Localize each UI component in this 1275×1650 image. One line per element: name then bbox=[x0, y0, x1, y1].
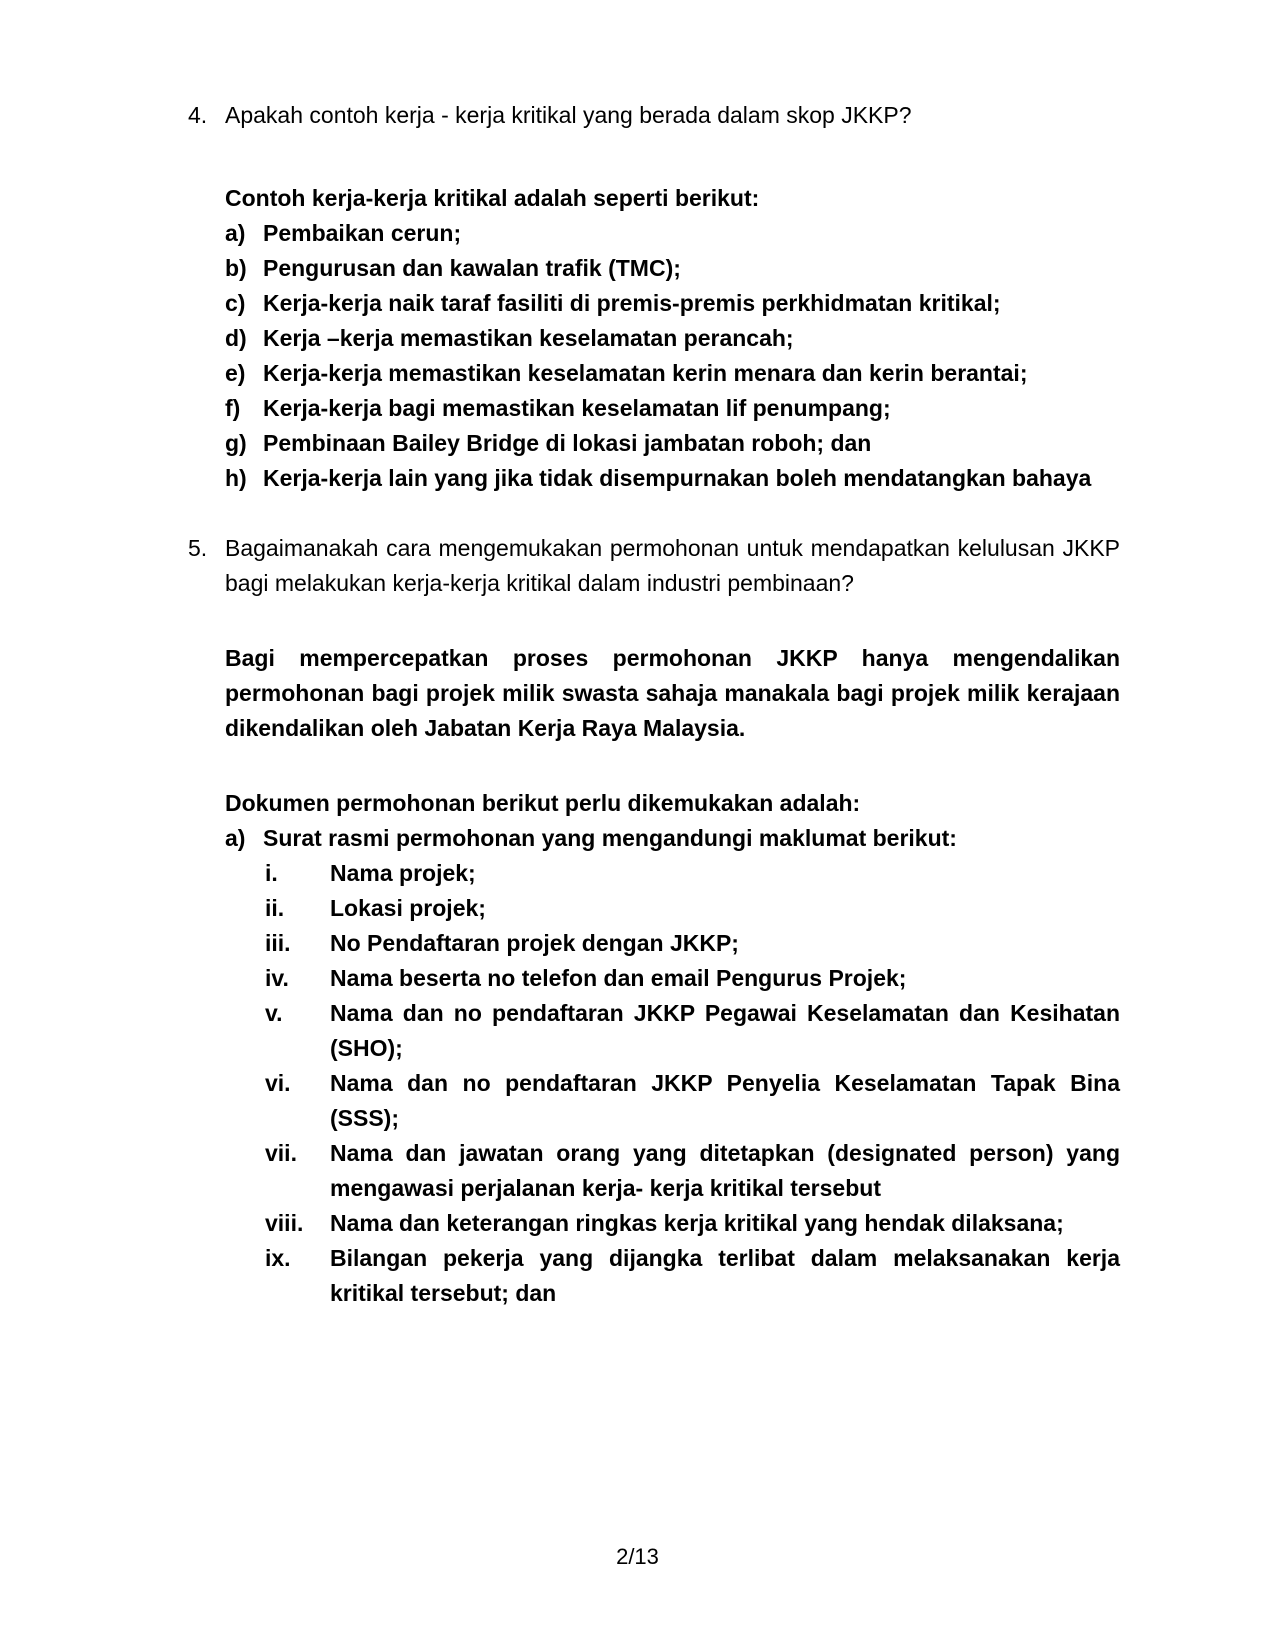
question-5-row bbox=[188, 531, 1120, 601]
list-item bbox=[225, 356, 1120, 391]
list-item bbox=[225, 286, 1120, 321]
list-item-text: Nama dan no pendaftaran JKKP Penyelia Keselamatan Tapak Bina (SSS); bbox=[330, 1070, 1120, 1131]
list-marker: d) bbox=[225, 325, 247, 351]
list-item bbox=[265, 926, 1120, 961]
list-item bbox=[265, 961, 1120, 996]
documents-heading: Dokumen permohonan berikut perlu dikemukakan adalah: bbox=[225, 790, 861, 816]
list-item bbox=[225, 251, 1120, 286]
list-item bbox=[265, 891, 1120, 926]
list-item-text: Kerja-kerja naik taraf fasiliti di premis-premis perkhidmatan kritikal; bbox=[263, 290, 1001, 316]
list-item-text: Nama dan no pendaftaran JKKP Pegawai Keselamatan dan Kesihatan (SHO); bbox=[330, 1000, 1120, 1061]
page-number: 2/13 bbox=[616, 1544, 659, 1569]
list-marker: a) bbox=[225, 220, 246, 246]
list-item-text: No Pendaftaran projek dengan JKKP; bbox=[330, 930, 739, 956]
documents-list bbox=[225, 821, 1120, 856]
list-item-text: Lokasi projek; bbox=[330, 895, 486, 921]
list-item-text: Surat rasmi permohonan yang mengandungi maklumat berikut: bbox=[263, 825, 957, 851]
list-marker: ii. bbox=[265, 895, 285, 921]
list-marker: ix. bbox=[265, 1245, 291, 1271]
list-item bbox=[265, 996, 1120, 1066]
list-item bbox=[225, 461, 1120, 496]
list-item bbox=[225, 216, 1120, 251]
list-item bbox=[265, 1206, 1120, 1241]
list-marker: h) bbox=[225, 465, 247, 491]
list-item-text: Bilangan pekerja yang dijangka terlibat dalam melaksanakan kerja kritikal tersebut; dan bbox=[330, 1245, 1120, 1306]
question-4-row bbox=[188, 98, 1120, 133]
list-marker: viii. bbox=[265, 1210, 304, 1236]
question-5-number: 5. bbox=[188, 535, 208, 561]
list-item bbox=[265, 856, 1120, 891]
list-item-text: Pembinaan Bailey Bridge di lokasi jambatan roboh; dan bbox=[263, 430, 872, 456]
list-marker: e) bbox=[225, 360, 246, 386]
answer-5-paragraph: Bagi mempercepatkan proses permohonan JKKP hanya mengendalikan permohonan bagi projek milik swasta sahaja manakala bagi projek milik kerajaan dikendalikan oleh Jabatan Kerja Raya Malaysia. bbox=[225, 645, 1120, 741]
list-item bbox=[225, 321, 1120, 356]
list-marker: iii. bbox=[265, 930, 291, 956]
list-item-text: Pembaikan cerun; bbox=[263, 220, 462, 246]
list-marker: vii. bbox=[265, 1140, 297, 1166]
list-item-text: Pengurusan dan kawalan trafik (TMC); bbox=[263, 255, 681, 281]
list-item bbox=[265, 1066, 1120, 1136]
question-4-answer bbox=[225, 181, 1120, 496]
letter-contents-list bbox=[265, 856, 1120, 1311]
question-4-section bbox=[188, 98, 1120, 496]
list-item bbox=[265, 1241, 1120, 1311]
list-marker: a) bbox=[225, 825, 246, 851]
list-item-text: Nama projek; bbox=[330, 860, 476, 886]
list-marker: g) bbox=[225, 430, 247, 456]
list-item bbox=[225, 426, 1120, 461]
list-item bbox=[265, 1136, 1120, 1206]
list-item-text: Nama dan jawatan orang yang ditetapkan (designated person) yang mengawasi perjalanan kerja- kerja kritikal tersebut bbox=[330, 1140, 1120, 1201]
list-item-text: Nama beserta no telefon dan email Pengurus Projek; bbox=[330, 965, 907, 991]
list-item-text: Kerja-kerja bagi memastikan keselamatan lif penumpang; bbox=[263, 395, 891, 421]
list-marker: f) bbox=[225, 395, 241, 421]
list-marker: iv. bbox=[265, 965, 289, 991]
question-4-number: 4. bbox=[188, 102, 208, 128]
question-5-section bbox=[188, 531, 1120, 1311]
question-5-text: Bagaimanakah cara mengemukakan permohonan untuk mendapatkan kelulusan JKKP bagi melakukan kerja-kerja kritikal dalam industri pembinaan? bbox=[225, 535, 1120, 596]
question-5-answer bbox=[225, 641, 1120, 1311]
list-marker: i. bbox=[265, 860, 278, 886]
list-marker: vi. bbox=[265, 1070, 291, 1096]
critical-works-list bbox=[225, 216, 1120, 496]
list-item-text: Nama dan keterangan ringkas kerja kritikal yang hendak dilaksana; bbox=[330, 1210, 1064, 1236]
list-item-text: Kerja –kerja memastikan keselamatan perancah; bbox=[263, 325, 794, 351]
list-marker: b) bbox=[225, 255, 247, 281]
list-item bbox=[225, 821, 1120, 856]
list-marker: c) bbox=[225, 290, 246, 316]
list-item-text: Kerja-kerja memastikan keselamatan kerin menara dan kerin berantai; bbox=[263, 360, 1028, 386]
answer-4-intro: Contoh kerja-kerja kritikal adalah seperti berikut: bbox=[225, 185, 760, 211]
list-item-text: Kerja-kerja lain yang jika tidak disempurnakan boleh mendatangkan bahaya bbox=[263, 465, 1092, 491]
list-marker: v. bbox=[265, 1000, 283, 1026]
list-item bbox=[225, 391, 1120, 426]
question-4-text: Apakah contoh kerja - kerja kritikal yang berada dalam skop JKKP? bbox=[225, 102, 912, 128]
